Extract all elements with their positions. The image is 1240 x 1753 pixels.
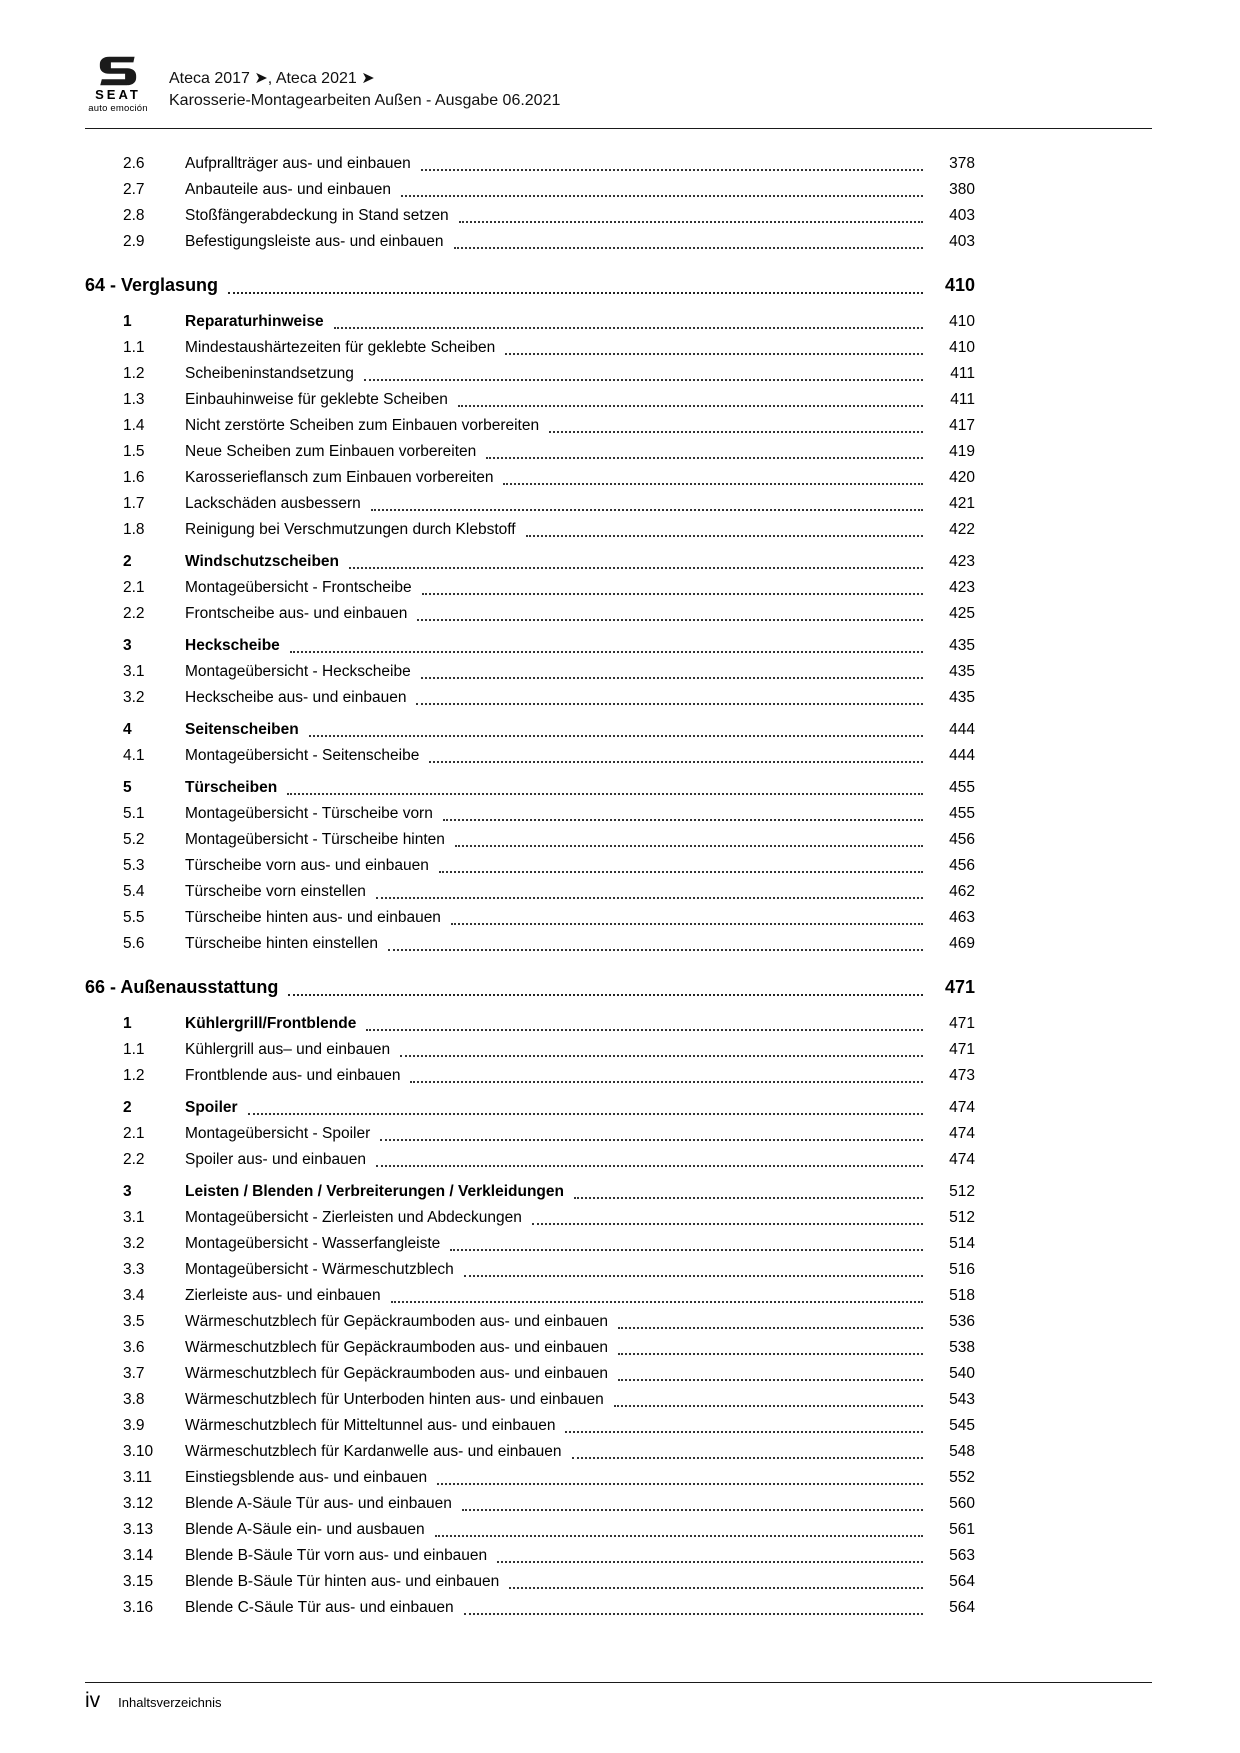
- entry-page-number: 471: [949, 1040, 975, 1058]
- header-model-line: Ateca 2017 ➤, Ateca 2021 ➤: [169, 70, 375, 87]
- entry-page-number: 463: [949, 908, 975, 926]
- entry-number: 1.3: [123, 390, 145, 408]
- table-of-contents: [85, 151, 1152, 1621]
- toc-entry: [85, 1569, 975, 1595]
- entry-number: 1.7: [123, 494, 145, 512]
- entry-title: Scheibeninstandsetzung: [185, 364, 354, 382]
- dot-leader: [443, 819, 923, 821]
- entry-page-number: 518: [949, 1286, 975, 1304]
- toc-entry: [85, 575, 975, 601]
- dot-leader: [486, 457, 923, 459]
- toc-entry: [85, 229, 975, 255]
- entry-number: 1: [123, 1014, 132, 1032]
- toc-entry: [85, 151, 975, 177]
- chapter-heading: [85, 269, 975, 301]
- entry-page-number: 560: [949, 1494, 975, 1512]
- toc-entry: [85, 549, 975, 575]
- toc-entry: [85, 801, 975, 827]
- toc-entry: [85, 1491, 975, 1517]
- footer-label: Inhaltsverzeichnis: [118, 1695, 222, 1710]
- dot-leader: [371, 509, 923, 511]
- entry-title: Einbauhinweise für geklebte Scheiben: [185, 390, 448, 408]
- entry-page-number: 455: [949, 778, 975, 796]
- toc-group: [85, 151, 975, 255]
- entry-title: Anbauteile aus- und einbauen: [185, 180, 391, 198]
- dot-leader: [287, 793, 923, 795]
- entry-page-number: 420: [949, 468, 975, 486]
- entry-number: 5.3: [123, 856, 145, 874]
- dot-leader: [459, 221, 923, 223]
- dot-leader: [349, 567, 923, 569]
- dot-leader: [618, 1379, 923, 1381]
- entry-title: Neue Scheiben zum Einbauen vorbereiten: [185, 442, 477, 460]
- toc-entry: [85, 633, 975, 659]
- entry-title: Blende A-Säule Tür aus- und einbauen: [185, 1494, 452, 1512]
- entry-number: 3.13: [123, 1520, 154, 1538]
- toc-entry: [85, 1335, 975, 1361]
- toc-entry: [85, 1147, 975, 1173]
- toc-entry: [85, 879, 975, 905]
- entry-page-number: 536: [949, 1312, 975, 1330]
- dot-leader: [439, 871, 923, 873]
- entry-title: Türscheibe vorn einstellen: [185, 882, 366, 900]
- dot-leader: [290, 651, 923, 653]
- entry-page-number: 403: [949, 232, 975, 250]
- entry-title: Reinigung bei Verschmutzungen durch Klebstoff: [185, 520, 516, 538]
- dot-leader: [572, 1457, 923, 1459]
- header-titles: [169, 56, 560, 112]
- chapter-page-number: 471: [944, 976, 975, 997]
- dot-leader: [549, 431, 923, 433]
- entry-page-number: 538: [949, 1338, 975, 1356]
- entry-title: Frontblende aus- und einbauen: [185, 1066, 401, 1084]
- dot-leader: [464, 1275, 923, 1277]
- header-subtitle: Karosserie-Montagearbeiten Außen - Ausgabe 06.2021: [169, 92, 561, 109]
- dot-leader: [451, 923, 923, 925]
- entry-title: Leisten / Blenden / Verbreiterungen / Verkleidungen: [185, 1182, 564, 1200]
- entry-title: Befestigungsleiste aus- und einbauen: [185, 232, 444, 250]
- chapter-page-number: 410: [944, 274, 975, 295]
- entry-number: 3.1: [123, 662, 145, 680]
- entry-page-number: 411: [950, 364, 975, 382]
- toc-entry: [85, 309, 975, 335]
- toc-group: [85, 971, 975, 1621]
- entry-page-number: 411: [950, 390, 975, 408]
- entry-title: Kühlergrill aus– und einbauen: [185, 1040, 391, 1058]
- entry-title: Spoiler: [185, 1098, 238, 1116]
- entry-number: 2: [123, 1098, 132, 1116]
- entry-number: 3.14: [123, 1546, 154, 1564]
- dot-leader: [417, 619, 923, 621]
- dot-leader: [380, 1139, 923, 1141]
- entry-number: 1.6: [123, 468, 145, 486]
- entry-page-number: 561: [949, 1520, 975, 1538]
- entry-page-number: 456: [949, 856, 975, 874]
- entry-page-number: 548: [949, 1442, 975, 1460]
- seat-wordmark: SEAT: [95, 87, 141, 102]
- dot-leader: [334, 327, 923, 329]
- entry-title: Kühlergrill/Frontblende: [185, 1014, 357, 1032]
- entry-page-number: 410: [949, 312, 975, 330]
- dot-leader: [376, 1165, 923, 1167]
- entry-number: 3.15: [123, 1572, 154, 1590]
- entry-title: Karosserieflansch zum Einbauen vorbereiten: [185, 468, 494, 486]
- toc-group: [85, 269, 975, 957]
- entry-title: Seitenscheiben: [185, 720, 299, 738]
- entry-page-number: 545: [949, 1416, 975, 1434]
- dot-leader: [526, 535, 923, 537]
- entry-number: 2: [123, 552, 132, 570]
- toc-entry: [85, 931, 975, 957]
- entry-page-number: 512: [949, 1208, 975, 1226]
- entry-title: Einstiegsblende aus- und einbauen: [185, 1468, 428, 1486]
- entry-page-number: 422: [949, 520, 975, 538]
- entry-title: Windschutzscheiben: [185, 552, 340, 570]
- toc-entry: [85, 1257, 975, 1283]
- entry-title: Türscheibe hinten einstellen: [185, 934, 379, 952]
- entry-number: 3.10: [123, 1442, 154, 1460]
- entry-number: 1.8: [123, 520, 145, 538]
- entry-number: 3.2: [123, 688, 145, 706]
- entry-title: Wärmeschutzblech für Gepäckraumboden aus- und einbauen: [185, 1338, 609, 1356]
- dot-leader: [400, 1055, 923, 1057]
- dot-leader: [618, 1353, 923, 1355]
- seat-logo: [85, 56, 151, 114]
- entry-page-number: 378: [949, 154, 975, 172]
- entry-page-number: 444: [949, 746, 975, 764]
- entry-title: Blende B-Säule Tür hinten aus- und einbauen: [185, 1572, 500, 1590]
- entry-title: Nicht zerstörte Scheiben zum Einbauen vorbereiten: [185, 416, 540, 434]
- toc-entry: [85, 659, 975, 685]
- entry-page-number: 435: [949, 662, 975, 680]
- footer-rule: [85, 1682, 1152, 1683]
- entry-number: 2.8: [123, 206, 145, 224]
- footer-line: [85, 1689, 1152, 1713]
- toc-entry: [85, 1095, 975, 1121]
- dot-leader: [435, 1535, 923, 1537]
- dot-leader: [288, 994, 923, 996]
- dot-leader: [391, 1301, 923, 1303]
- entry-number: 3.4: [123, 1286, 145, 1304]
- toc-entry: [85, 1517, 975, 1543]
- toc-entry: [85, 177, 975, 203]
- dot-leader: [401, 195, 923, 197]
- toc-entry: [85, 1121, 975, 1147]
- toc-entry: [85, 743, 975, 769]
- dot-leader: [503, 483, 923, 485]
- entry-page-number: 564: [949, 1598, 975, 1616]
- entry-page-number: 543: [949, 1390, 975, 1408]
- chapter-title: 66 - Außenausstattung: [85, 976, 279, 997]
- toc-entry: [85, 387, 975, 413]
- entry-page-number: 563: [949, 1546, 975, 1564]
- dot-leader: [574, 1197, 923, 1199]
- toc-entry: [85, 1595, 975, 1621]
- entry-page-number: 380: [949, 180, 975, 198]
- entry-title: Reparaturhinweise: [185, 312, 324, 330]
- chapter-title: 64 - Verglasung: [85, 274, 219, 295]
- entry-title: Türscheiben: [185, 778, 278, 796]
- entry-title: Blende B-Säule Tür vorn aus- und einbauen: [185, 1546, 488, 1564]
- dot-leader: [248, 1113, 923, 1115]
- toc-entry: [85, 335, 975, 361]
- dot-leader: [565, 1431, 923, 1433]
- entry-title: Spoiler aus- und einbauen: [185, 1150, 366, 1168]
- entry-title: Blende A-Säule ein- und ausbauen: [185, 1520, 425, 1538]
- entry-title: Montageübersicht - Frontscheibe: [185, 578, 412, 596]
- toc-entry: [85, 361, 975, 387]
- toc-entry: [85, 827, 975, 853]
- toc-entry: [85, 1011, 975, 1037]
- entry-title: Wärmeschutzblech für Unterboden hinten aus- und einbauen: [185, 1390, 604, 1408]
- page-footer: [85, 1682, 1152, 1713]
- entry-number: 3.5: [123, 1312, 145, 1330]
- entry-title: Wärmeschutzblech für Gepäckraumboden aus- und einbauen: [185, 1312, 609, 1330]
- toc-entry: [85, 853, 975, 879]
- entry-page-number: 564: [949, 1572, 975, 1590]
- entry-title: Blende C-Säule Tür aus- und einbauen: [185, 1598, 454, 1616]
- toc-entry: [85, 905, 975, 931]
- dot-leader: [505, 353, 923, 355]
- dot-leader: [366, 1029, 923, 1031]
- entry-number: 1.1: [123, 338, 145, 356]
- dot-leader: [437, 1483, 923, 1485]
- entry-title: Türscheibe hinten aus- und einbauen: [185, 908, 441, 926]
- entry-number: 3.6: [123, 1338, 145, 1356]
- toc-entry: [85, 1283, 975, 1309]
- entry-title: Heckscheibe: [185, 636, 280, 654]
- entry-number: 5: [123, 778, 132, 796]
- entry-title: Wärmeschutzblech für Mitteltunnel aus- und einbauen: [185, 1416, 556, 1434]
- toc-entry: [85, 1543, 975, 1569]
- entry-page-number: 474: [949, 1150, 975, 1168]
- page-header: [85, 56, 1152, 114]
- entry-title: Frontscheibe aus- und einbauen: [185, 604, 408, 622]
- entry-title: Türscheibe vorn aus- und einbauen: [185, 856, 429, 874]
- dot-leader: [614, 1405, 923, 1407]
- toc-entry: [85, 1361, 975, 1387]
- seat-tagline: auto emoción: [88, 103, 148, 114]
- entry-title: Montageübersicht - Seitenscheibe: [185, 746, 420, 764]
- entry-page-number: 516: [949, 1260, 975, 1278]
- toc-entry: [85, 1413, 975, 1439]
- toc-entry: [85, 1179, 975, 1205]
- toc-entry: [85, 491, 975, 517]
- entry-title: Mindestaushärtezeiten für geklebte Scheiben: [185, 338, 496, 356]
- entry-number: 1.5: [123, 442, 145, 460]
- entry-number: 1: [123, 312, 132, 330]
- toc-entry: [85, 601, 975, 627]
- dot-leader: [462, 1509, 923, 1511]
- toc-entry: [85, 203, 975, 229]
- entry-title: Montageübersicht - Wasserfangleiste: [185, 1234, 441, 1252]
- entry-page-number: 423: [949, 552, 975, 570]
- toc-entry: [85, 1063, 975, 1089]
- entry-number: 5.4: [123, 882, 145, 900]
- entry-page-number: 410: [949, 338, 975, 356]
- entry-number: 5.5: [123, 908, 145, 926]
- entry-title: Montageübersicht - Heckscheibe: [185, 662, 411, 680]
- entry-page-number: 514: [949, 1234, 975, 1252]
- dot-leader: [450, 1249, 923, 1251]
- dot-leader: [464, 1613, 923, 1615]
- entry-page-number: 469: [949, 934, 975, 952]
- dot-leader: [416, 703, 923, 705]
- entry-page-number: 435: [949, 636, 975, 654]
- toc-entry: [85, 775, 975, 801]
- entry-page-number: 474: [949, 1098, 975, 1116]
- entry-number: 3.7: [123, 1364, 145, 1382]
- entry-number: 2.9: [123, 232, 145, 250]
- toc-entry: [85, 465, 975, 491]
- entry-page-number: 456: [949, 830, 975, 848]
- entry-number: 2.1: [123, 578, 145, 596]
- seat-s-icon: [85, 56, 151, 86]
- dot-leader: [455, 845, 923, 847]
- entry-title: Stoßfängerabdeckung in Stand setzen: [185, 206, 449, 224]
- entry-number: 3.1: [123, 1208, 145, 1226]
- dot-leader: [309, 735, 923, 737]
- entry-number: 2.7: [123, 180, 145, 198]
- dot-leader: [364, 379, 923, 381]
- entry-number: 2.1: [123, 1124, 145, 1142]
- dot-leader: [532, 1223, 923, 1225]
- entry-page-number: 423: [949, 578, 975, 596]
- entry-number: 2.2: [123, 604, 145, 622]
- toc-entry: [85, 413, 975, 439]
- toc-entry: [85, 1309, 975, 1335]
- entry-page-number: 474: [949, 1124, 975, 1142]
- entry-number: 4.1: [123, 746, 145, 764]
- entry-number: 2.6: [123, 154, 145, 172]
- toc-entry: [85, 1037, 975, 1063]
- header-rule: [85, 128, 1152, 129]
- toc-entry: [85, 517, 975, 543]
- entry-number: 1.1: [123, 1040, 145, 1058]
- entry-title: Heckscheibe aus- und einbauen: [185, 688, 407, 706]
- entry-number: 3.8: [123, 1390, 145, 1408]
- entry-number: 5.6: [123, 934, 145, 952]
- entry-page-number: 417: [949, 416, 975, 434]
- entry-title: Aufprallträger aus- und einbauen: [185, 154, 411, 172]
- dot-leader: [458, 405, 923, 407]
- dot-leader: [421, 677, 923, 679]
- entry-page-number: 540: [949, 1364, 975, 1382]
- toc-entry: [85, 717, 975, 743]
- entry-title: Montageübersicht - Türscheibe hinten: [185, 830, 445, 848]
- entry-page-number: 512: [949, 1182, 975, 1200]
- entry-page-number: 419: [949, 442, 975, 460]
- entry-number: 1.2: [123, 1066, 145, 1084]
- dot-leader: [376, 897, 923, 899]
- entry-page-number: 473: [949, 1066, 975, 1084]
- dot-leader: [429, 761, 923, 763]
- dot-leader: [388, 949, 923, 951]
- entry-title: Lackschäden ausbessern: [185, 494, 361, 512]
- chapter-heading: [85, 971, 975, 1003]
- entry-title: Montageübersicht - Zierleisten und Abdeckungen: [185, 1208, 522, 1226]
- toc-entry: [85, 1465, 975, 1491]
- entry-number: 3: [123, 1182, 132, 1200]
- entry-number: 3.12: [123, 1494, 154, 1512]
- toc-entry: [85, 1231, 975, 1257]
- dot-leader: [228, 292, 923, 294]
- entry-number: 3.3: [123, 1260, 145, 1278]
- toc-entry: [85, 1205, 975, 1231]
- dot-leader: [618, 1327, 923, 1329]
- entry-page-number: 421: [949, 494, 975, 512]
- entry-number: 2.2: [123, 1150, 145, 1168]
- toc-entry: [85, 1387, 975, 1413]
- entry-number: 4: [123, 720, 132, 738]
- entry-number: 5.1: [123, 804, 145, 822]
- entry-title: Wärmeschutzblech für Gepäckraumboden aus- und einbauen: [185, 1364, 609, 1382]
- entry-page-number: 462: [949, 882, 975, 900]
- entry-number: 3: [123, 636, 132, 654]
- entry-page-number: 444: [949, 720, 975, 738]
- entry-page-number: 403: [949, 206, 975, 224]
- entry-number: 1.4: [123, 416, 145, 434]
- toc-entry: [85, 1439, 975, 1465]
- entry-number: 3.11: [123, 1468, 153, 1486]
- entry-page-number: 435: [949, 688, 975, 706]
- dot-leader: [497, 1561, 923, 1563]
- entry-page-number: 471: [949, 1014, 975, 1032]
- dot-leader: [410, 1081, 923, 1083]
- entry-number: 3.16: [123, 1598, 154, 1616]
- dot-leader: [454, 247, 923, 249]
- toc-entry: [85, 685, 975, 711]
- entry-title: Montageübersicht - Wärmeschutzblech: [185, 1260, 454, 1278]
- entry-number: 1.2: [123, 364, 145, 382]
- dot-leader: [421, 169, 923, 171]
- entry-page-number: 552: [949, 1468, 975, 1486]
- entry-title: Montageübersicht - Spoiler: [185, 1124, 371, 1142]
- entry-page-number: 425: [949, 604, 975, 622]
- entry-page-number: 455: [949, 804, 975, 822]
- dot-leader: [422, 593, 923, 595]
- entry-number: 3.2: [123, 1234, 145, 1252]
- entry-title: Zierleiste aus- und einbauen: [185, 1286, 381, 1304]
- entry-title: Wärmeschutzblech für Kardanwelle aus- und einbauen: [185, 1442, 562, 1460]
- entry-number: 5.2: [123, 830, 145, 848]
- page-number: iv: [85, 1689, 101, 1712]
- dot-leader: [509, 1587, 923, 1589]
- toc-entry: [85, 439, 975, 465]
- entry-number: 3.9: [123, 1416, 145, 1434]
- entry-title: Montageübersicht - Türscheibe vorn: [185, 804, 433, 822]
